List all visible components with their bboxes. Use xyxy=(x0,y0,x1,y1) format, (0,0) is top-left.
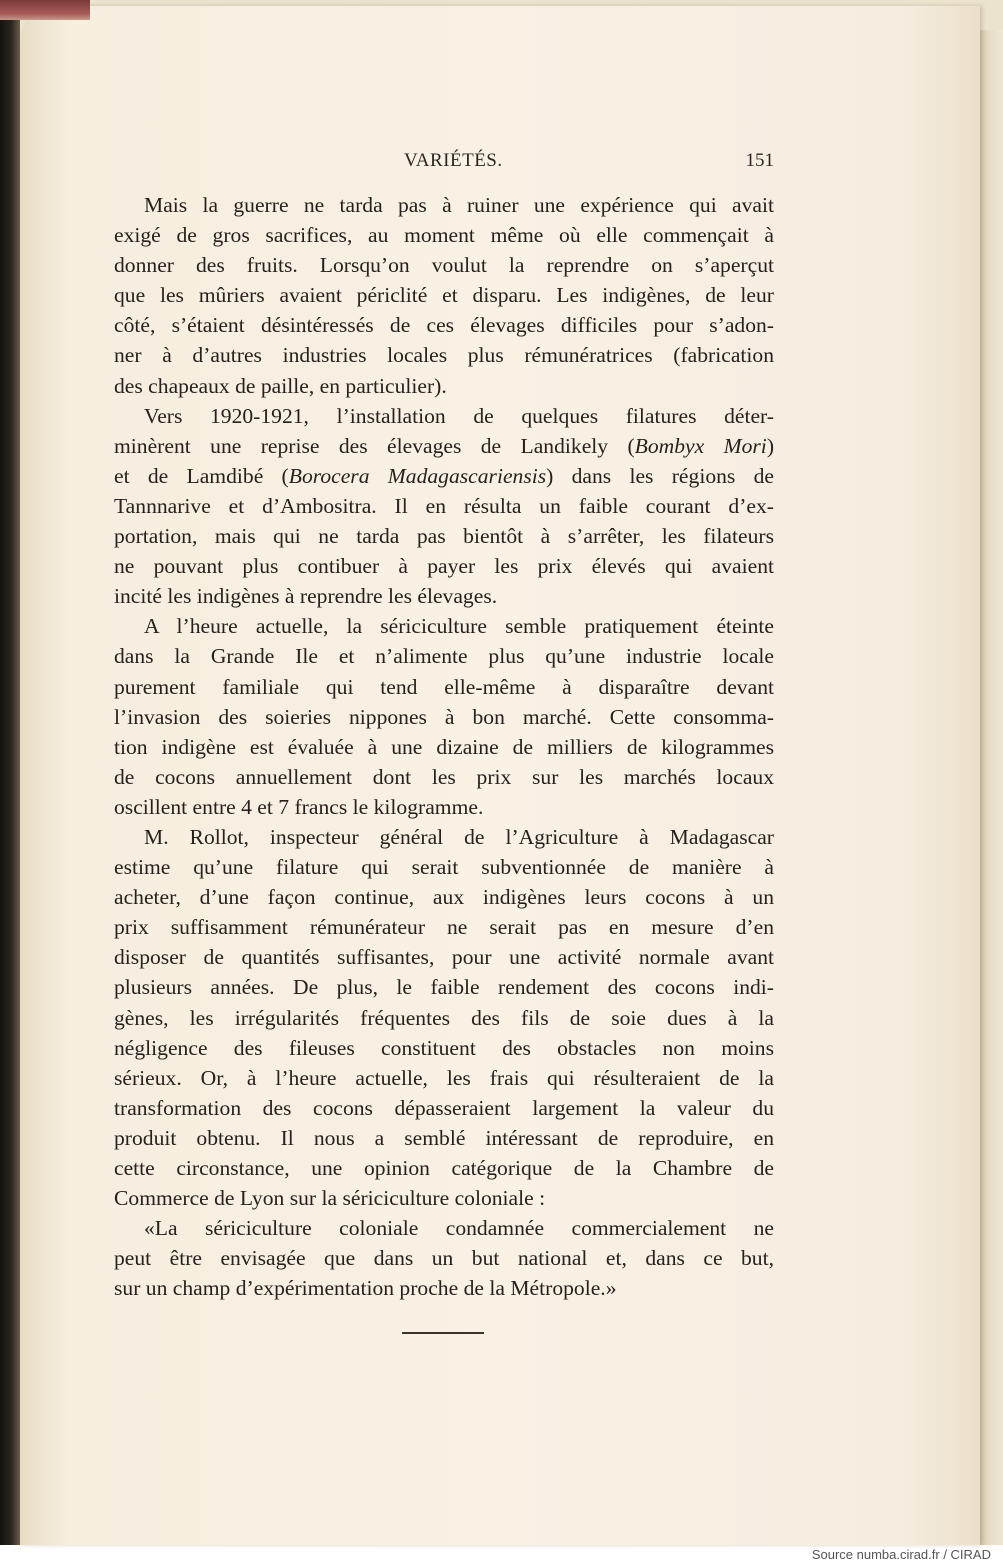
quote-line: peut être envisagée que dans un but national et, dans ce but, xyxy=(114,1246,774,1271)
page-edge xyxy=(980,30,1003,1545)
page-number: 151 xyxy=(745,150,774,171)
section-divider xyxy=(402,1332,484,1334)
page-header xyxy=(404,150,774,178)
text-line: oscillent entre 4 et 7 francs le kilogramme. xyxy=(114,794,484,819)
text-line: Tannnarive et d’Ambositra. Il en résulta un faible courant d’ex- xyxy=(114,493,774,518)
species-name: Bombyx Mori xyxy=(634,433,767,458)
text-line: cette circonstance, une opinion catégorique de la Chambre de xyxy=(114,1156,774,1180)
text-line: ner à d’autres industries locales plus rémunératrices (fabrication xyxy=(114,343,774,368)
text-line: gènes, les irrégularités fréquentes des fils de soie dues à la xyxy=(114,1005,774,1030)
text-line: que les mûriers avaient périclité et disparu. Les indigènes, de leur xyxy=(114,283,774,308)
text-line: portation, mais qui ne tarda pas bientôt à s’arrêter, les filateurs xyxy=(114,524,774,549)
text-line: Vers 1920-1921, l’installation de quelques filatures déter- xyxy=(144,403,774,428)
text-segment: ) dans les régions de xyxy=(546,463,774,488)
species-name: Borocera Madagascariensis xyxy=(288,463,547,488)
text-line: donner des fruits. Lorsqu’on voulut la reprendre on s’aperçut xyxy=(114,253,774,278)
text-line: ne pouvant plus contibuer à payer les prix élevés qui avaient xyxy=(114,554,774,579)
text-line: M. Rollot, inspecteur général de l’Agriculture à Madagascar xyxy=(144,824,774,849)
text-line: transformation des cocons dépasseraient largement la valeur du xyxy=(114,1095,774,1120)
body-text xyxy=(114,190,774,1303)
text-line: dans la Grande Ile et n’alimente plus qu’une industrie locale xyxy=(114,644,774,669)
text-line: A l’heure actuelle, la sériciculture semble pratiquement éteinte xyxy=(144,614,774,639)
text-line: purement familiale qui tend elle-même à disparaître devant xyxy=(114,674,774,699)
text-line xyxy=(114,461,774,491)
text-line: acheter, d’une façon continue, aux indigènes leurs cocons à un xyxy=(114,885,774,910)
text-line: tion indigène est évaluée à une dizaine de milliers de kilogrammes xyxy=(114,734,774,759)
quote-line: «La sériciculture coloniale condamnée commercialement ne xyxy=(144,1216,774,1241)
text-line: l’invasion des soieries nippones à bon marché. Cette consomma- xyxy=(114,704,774,729)
text-line: exigé de gros sacrifices, au moment même où elle commençait à xyxy=(114,223,774,248)
source-credit: Source numba.cirad.fr / CIRAD xyxy=(811,1547,991,1562)
quote-line: sur un champ d’expérimentation proche de la Métropole.» xyxy=(114,1276,617,1301)
text-line: sérieux. Or, à l’heure actuelle, les frais qui résulteraient de la xyxy=(114,1065,774,1090)
text-line: estime qu’une filature qui serait subventionnée de manière à xyxy=(114,855,774,880)
binding-cloth xyxy=(0,0,90,20)
book-binding xyxy=(0,0,20,1545)
text-line: côté, s’étaient désintéressés de ces élevages difficiles pour s’adon- xyxy=(114,313,774,338)
running-head: VARIÉTÉS. xyxy=(404,150,503,171)
text-line: prix suffisamment rémunérateur ne serait pas en mesure d’en xyxy=(114,915,774,940)
text-line: des chapeaux de paille, en particulier). xyxy=(114,373,447,398)
text-line xyxy=(114,431,774,461)
text-segment: ) xyxy=(766,433,774,458)
text-line: incité les indigènes à reprendre les élevages. xyxy=(114,584,498,609)
text-line: produit obtenu. Il nous a semblé intéressant de reproduire, en xyxy=(114,1125,774,1150)
text-line: plusieurs années. De plus, le faible rendement des cocons indi- xyxy=(114,975,774,1000)
text-line: de cocons annuellement dont les prix sur les marchés locaux xyxy=(114,764,774,789)
text-line: disposer de quantités suffisantes, pour une activité normale avant xyxy=(114,945,774,970)
text-segment: minèrent une reprise des élevages de Landikely ( xyxy=(114,433,635,458)
text-segment: et de Lamdibé ( xyxy=(114,463,289,488)
text-line: Commerce de Lyon sur la sériciculture coloniale : xyxy=(114,1186,546,1211)
text-line: Mais la guerre ne tarda pas à ruiner une expérience qui avait xyxy=(144,193,774,217)
text-line: négligence des fileuses constituent des obstacles non moins xyxy=(114,1035,774,1060)
